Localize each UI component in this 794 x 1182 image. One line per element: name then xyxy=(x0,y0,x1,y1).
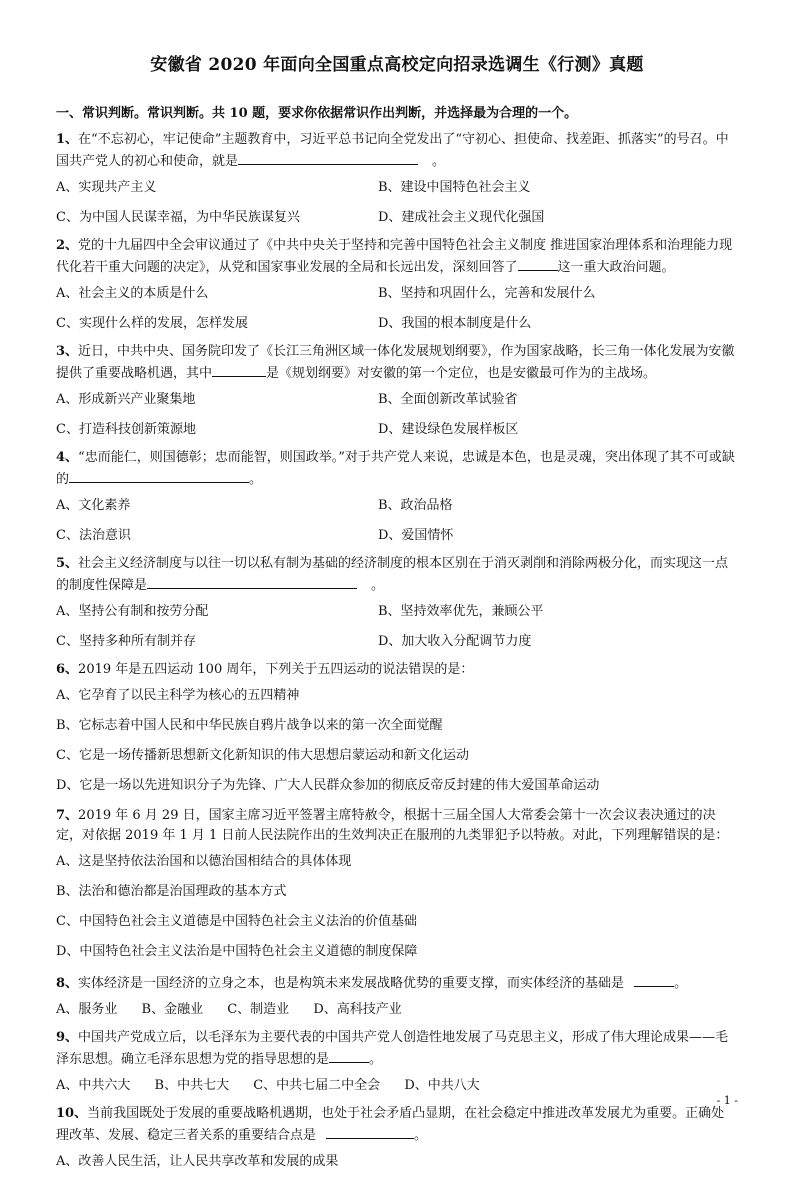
options-9 xyxy=(56,1076,736,1096)
option-c: C、中共七届二中全会 xyxy=(253,1078,381,1093)
options-10 xyxy=(56,1152,736,1172)
option-c: C、法治意识 xyxy=(56,528,131,543)
question-text-tail: 。 xyxy=(674,976,688,991)
option-d: D、爱国情怀 xyxy=(378,528,454,543)
option-b: B、它标志着中国人民和中华民族自鸦片战争以来的第一次全面觉醒 xyxy=(56,718,443,733)
option-b: B、政治品格 xyxy=(378,498,453,513)
answer-blank xyxy=(69,468,249,483)
question-7 xyxy=(56,806,736,846)
question-number: 3、 xyxy=(56,344,79,359)
question-text-tail: 。 xyxy=(249,472,263,487)
question-number: 10、 xyxy=(56,1106,88,1121)
option-a: A、这是坚持依法治国和以德治国相结合的具体体现 xyxy=(56,854,352,869)
question-text: 在“不忘初心，牢记使命”主题教育中，习近平总书记向全党发出了“守初心、担使命、找差距、抓落实”的号召。中国共产党人的初心和使命，就是 xyxy=(56,132,729,169)
question-3 xyxy=(56,342,736,384)
question-5 xyxy=(56,554,736,596)
question-text: “忠而能仁，则国德彰；忠而能智，则国政举。”对于共产党人来说，忠诚是本色，也是灵魂，突出体现了其不可或缺的 xyxy=(56,450,735,487)
option-c: C、坚持多种所有制并存 xyxy=(56,634,196,649)
options-6 xyxy=(56,686,736,796)
question-number: 6、 xyxy=(56,662,79,677)
question-text-tail: 。 xyxy=(371,578,385,593)
option-a: A、文化素养 xyxy=(56,498,131,513)
options-3 xyxy=(56,390,736,440)
question-4 xyxy=(56,448,736,490)
answer-blank xyxy=(326,1124,414,1139)
section-heading: 一、常识判断。常识判断。共 10 题，要求你依据常识作出判断，并选择最为合理的一个。 xyxy=(56,106,578,121)
question-text: 2019 年是五四运动 100 周年，下列关于五四运动的说法错误的是： xyxy=(78,662,474,677)
document-body xyxy=(56,104,736,1182)
option-a: A、坚持公有制和按劳分配 xyxy=(56,604,209,619)
options-7 xyxy=(56,852,736,962)
option-b: B、全面创新改革试验省 xyxy=(378,392,518,407)
question-10 xyxy=(56,1104,736,1146)
question-text-tail: 。 xyxy=(432,154,446,169)
question-text: 中国共产党成立后，以毛泽东为主要代表的中国共产党人创造性地发展了马克思主义，形成了伟大理论成果——毛泽东思想。确立毛泽东思想为党的指导思想的是 xyxy=(56,1030,729,1067)
option-a: A、社会主义的本质是什么 xyxy=(56,286,209,301)
answer-blank xyxy=(329,1048,369,1063)
options-5 xyxy=(56,602,736,652)
options-8 xyxy=(56,1000,736,1020)
option-a: A、实现共产主义 xyxy=(56,180,157,195)
option-c: C、实现什么样的发展，怎样发展 xyxy=(56,316,248,331)
option-c: C、它是一场传播新思想新文化新知识的伟大思想启蒙运动和新文化运动 xyxy=(56,748,469,763)
option-d: D、它是一场以先进知识分子为先锋、广大人民群众参加的彻底反帝反封建的伟大爱国革命运动 xyxy=(56,778,600,793)
option-c: C、打造科技创新策源地 xyxy=(56,422,196,437)
option-d: D、建成社会主义现代化强国 xyxy=(378,210,545,225)
question-6 xyxy=(56,660,736,680)
answer-blank xyxy=(147,574,357,589)
option-c: C、为中国人民谋幸福，为中华民族谋复兴 xyxy=(56,210,300,225)
option-a: A、服务业 xyxy=(56,1002,118,1017)
question-text-tail: 。 xyxy=(414,1128,428,1143)
option-a: A、形成新兴产业聚集地 xyxy=(56,392,196,407)
question-number: 2、 xyxy=(56,238,79,253)
answer-blank xyxy=(634,972,674,987)
option-c: C、制造业 xyxy=(227,1002,290,1017)
question-text: 党的十九届四中全会审议通过了《中共中央关于坚持和完善中国特色社会主义制度 推进国家治理体系和治理能力现代化若干重大问题的决定》，从党和国家事业发展的全局和长远出发，深刻回答了 xyxy=(56,238,733,275)
option-b: B、金融业 xyxy=(141,1002,204,1017)
question-text: 实体经济是一国经济的立身之本，也是构筑未来发展战略优势的重要支撑，而实体经济的基础是 xyxy=(78,976,625,991)
question-number: 4、 xyxy=(56,450,79,465)
question-9 xyxy=(56,1028,736,1070)
question-number: 8、 xyxy=(56,976,79,991)
option-d: D、加大收入分配调节力度 xyxy=(378,634,532,649)
option-b: B、中共七大 xyxy=(154,1078,230,1093)
document-title: 安徽省 2020 年面向全国重点高校定向招录选调生《行测》真题 xyxy=(150,55,644,75)
question-text: 当前我国既处于发展的重要战略机遇期，也处于社会矛盾凸显期，在社会稳定中推进改革发展尤为重要。正确处理改革、发展、稳定三者关系的重要结合点是 xyxy=(56,1106,725,1143)
option-a: A、改善人民生活，让人民共享改革和发展的成果 xyxy=(56,1154,339,1169)
options-2 xyxy=(56,284,736,334)
question-text: 社会主义经济制度与以往一切以私有制为基础的经济制度的根本区别在于消灭剥削和消除两极分化，而实现这一点的制度性保障是 xyxy=(56,556,729,593)
option-b: B、建设中国特色社会主义 xyxy=(378,180,531,195)
question-number: 7、 xyxy=(56,808,79,823)
option-a: A、它孕育了以民主科学为核心的五四精神 xyxy=(56,688,300,703)
option-d: D、中国特色社会主义法治是中国特色社会主义道德的制度保障 xyxy=(56,944,418,959)
option-d: D、中共八大 xyxy=(404,1078,480,1093)
question-number: 9、 xyxy=(56,1030,79,1045)
question-text: 近日，中共中央、国务院印发了《长江三角洲区域一体化发展规划纲要》，作为国家战略，长三角一体化发展为安徽提供了重要战略机遇，其中 xyxy=(56,344,735,381)
page-number: - 1 - xyxy=(716,1094,738,1107)
question-number: 5、 xyxy=(56,556,79,571)
option-b: B、坚持效率优先，兼顾公平 xyxy=(378,604,544,619)
answer-blank xyxy=(212,362,266,377)
question-1 xyxy=(56,130,736,172)
answer-blank xyxy=(518,256,558,271)
options-1 xyxy=(56,178,736,228)
option-a: A、中共六大 xyxy=(56,1078,131,1093)
option-c: C、中国特色社会主义道德是中国特色社会主义法治的价值基础 xyxy=(56,914,417,929)
question-text-tail: 是《规划纲要》对安徽的第一个定位，也是安徽最可作为的主战场。 xyxy=(266,366,657,381)
question-number: 1、 xyxy=(56,132,79,147)
question-8 xyxy=(56,972,736,994)
options-4 xyxy=(56,496,736,546)
option-d: D、我国的根本制度是什么 xyxy=(378,316,532,331)
option-d: D、高科技产业 xyxy=(313,1002,402,1017)
answer-blank xyxy=(238,150,418,165)
question-2 xyxy=(56,236,736,278)
option-b: B、法治和德治都是治国理政的基本方式 xyxy=(56,884,287,899)
question-text: 2019 年 6 月 29 日，国家主席习近平签署主席特赦令，根据十三届全国人大常委会第十一次会议表决通过的决定，对依据 2019 年 1 月 1 日前人民法院作出的生效判决正在服刑的九类罪犯予以特赦。对此，下列理解错误的是： xyxy=(56,808,729,843)
option-d: D、建设绿色发展样板区 xyxy=(378,422,519,437)
option-b: B、坚持和巩固什么，完善和发展什么 xyxy=(378,286,596,301)
question-text-tail: 。 xyxy=(369,1052,383,1067)
question-text-tail: 这一重大政治问题。 xyxy=(557,260,675,275)
